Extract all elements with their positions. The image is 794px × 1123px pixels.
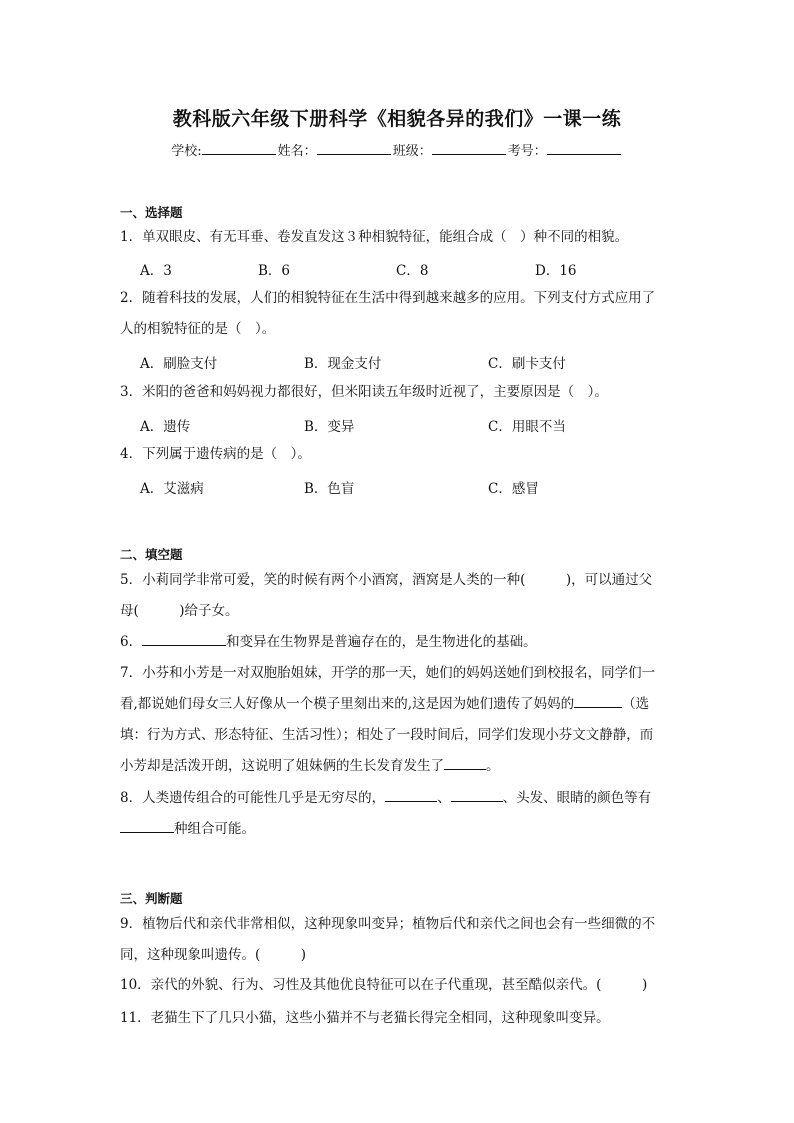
section-choice-heading: 一、选择题: [120, 205, 183, 220]
question-6: [120, 627, 680, 658]
question-7-line-4: [120, 751, 680, 782]
class-label: 班级：: [392, 144, 432, 159]
question-5-line-2: 母( )给子女。: [120, 603, 239, 619]
q7-text-c: 小芳却是活泼开朗，这说明了姐妹俩的生长发育发生了: [120, 758, 444, 774]
q8-text-a: 8．人类遗传组合的可能性几乎是无穷尽的，: [120, 790, 386, 806]
q2-option-c[interactable]: C．刷卡支付: [488, 356, 566, 372]
question-2: [120, 283, 680, 345]
q3-option-c[interactable]: C．用眼不当: [488, 419, 566, 435]
question-4: 4．下列属于遗传病的是（ ）。: [120, 446, 311, 462]
page-title: 教科版六年级下册科学《相貌各异的我们》一课一练: [172, 108, 622, 130]
q8-blank-2[interactable]: [451, 788, 503, 802]
q8-sep-1: 、: [437, 790, 451, 806]
question-8-line-2: [120, 814, 680, 845]
q3-option-b[interactable]: B．变异: [304, 419, 355, 435]
question-9: [120, 909, 680, 971]
q1-option-d[interactable]: D．16: [535, 263, 577, 279]
question-5: [120, 565, 680, 627]
q8-text-c: 种组合可能。: [174, 821, 255, 837]
question-3: 3．米阳的爸爸和妈妈视力都很好，但米阳读五年级时近视了，主要原因是（ ）。: [120, 384, 608, 400]
question-2-line-1: 2．随着科技的发展，人们的相貌特征在生活中得到越来越多的应用。下列支付方式应用了: [120, 290, 656, 306]
section-fill-heading: 二、填空题: [120, 547, 183, 562]
question-7: [120, 658, 680, 782]
q7-blank-2[interactable]: [444, 756, 486, 770]
q1-option-a[interactable]: A．3: [140, 263, 172, 279]
q6-blank[interactable]: [142, 632, 226, 646]
student-info-row: [0, 140, 794, 159]
section-judge-heading: 三、判断题: [120, 891, 183, 906]
number-label: 考号：: [507, 144, 547, 159]
q3-option-a[interactable]: A．遗传: [140, 419, 191, 435]
q7-text-b: （选: [622, 696, 650, 712]
number-field[interactable]: [547, 142, 621, 155]
question-7-line-3: 填：行为方式、形态特征、生活习性）；相处了一段时间后，同学们发现小芬文文静静，而: [120, 727, 654, 743]
q7-blank-1[interactable]: [574, 694, 622, 708]
school-label: 学校:: [171, 144, 202, 159]
q8-blank-1[interactable]: [385, 788, 437, 802]
q4-option-b[interactable]: B．色盲: [304, 481, 355, 497]
question-9-line-2: 同，这种现象叫遗传。( ): [120, 947, 307, 963]
question-2-line-2: 人的相貌特征的是（ ）。: [120, 321, 276, 337]
q7-text-a: 看,都说她们母女三人好像从一个模子里刻出来的,这是因为她们遗传了妈妈的: [120, 696, 575, 712]
question-1: 1．单双眼皮、有无耳垂、卷发直发这３种相貌特征，能组合成（ ）种不同的相貌。: [120, 229, 629, 245]
question-7-line-2: [120, 689, 680, 720]
question-8-line-1: [120, 783, 680, 814]
question-9-line-1: 9．植物后代和亲代非常相似，这种现象叫变异；植物后代和亲代之间也会有一些细微的不: [120, 916, 656, 932]
q2-option-b[interactable]: B．现金支付: [304, 356, 382, 372]
school-field[interactable]: [202, 142, 276, 155]
q2-option-a[interactable]: A．刷脸支付: [140, 356, 218, 372]
q4-option-a[interactable]: A．艾滋病: [140, 481, 204, 497]
q8-text-b: 、头发、眼睛的颜色等有: [502, 790, 652, 806]
question-6-text: 和变异在生物界是普遍存在的，是生物进化的基础。: [226, 634, 537, 650]
q7-text-d: 。: [486, 758, 500, 774]
q1-option-c[interactable]: C．8: [396, 263, 429, 279]
question-7-line-1: 7．小芬和小芳是一对双胞胎姐妹，开学的那一天，她们的妈妈送她们到校报名，同学们一: [120, 665, 656, 681]
question-8: [120, 783, 680, 845]
q1-option-b[interactable]: B．6: [258, 263, 291, 279]
q4-option-c[interactable]: C．感冒: [488, 481, 539, 497]
name-label: 姓名：: [277, 144, 317, 159]
question-11: 11．老猫生下了几只小猫，这些小猫并不与老猫长得完全相同，这种现象叫变异。: [120, 1010, 610, 1026]
q8-blank-3[interactable]: [120, 819, 174, 833]
question-5-line-1: 5．小莉同学非常可爱，笑的时候有两个小酒窝，酒窝是人类的一种( )，可以通过父: [120, 572, 653, 588]
name-field[interactable]: [317, 142, 391, 155]
question-6-number: 6．: [120, 634, 143, 650]
class-field[interactable]: [432, 142, 506, 155]
question-10: 10．亲代的外貌、行为、习性及其他优良特征可以在子代重现，甚至酷似亲代。( ): [120, 977, 648, 993]
